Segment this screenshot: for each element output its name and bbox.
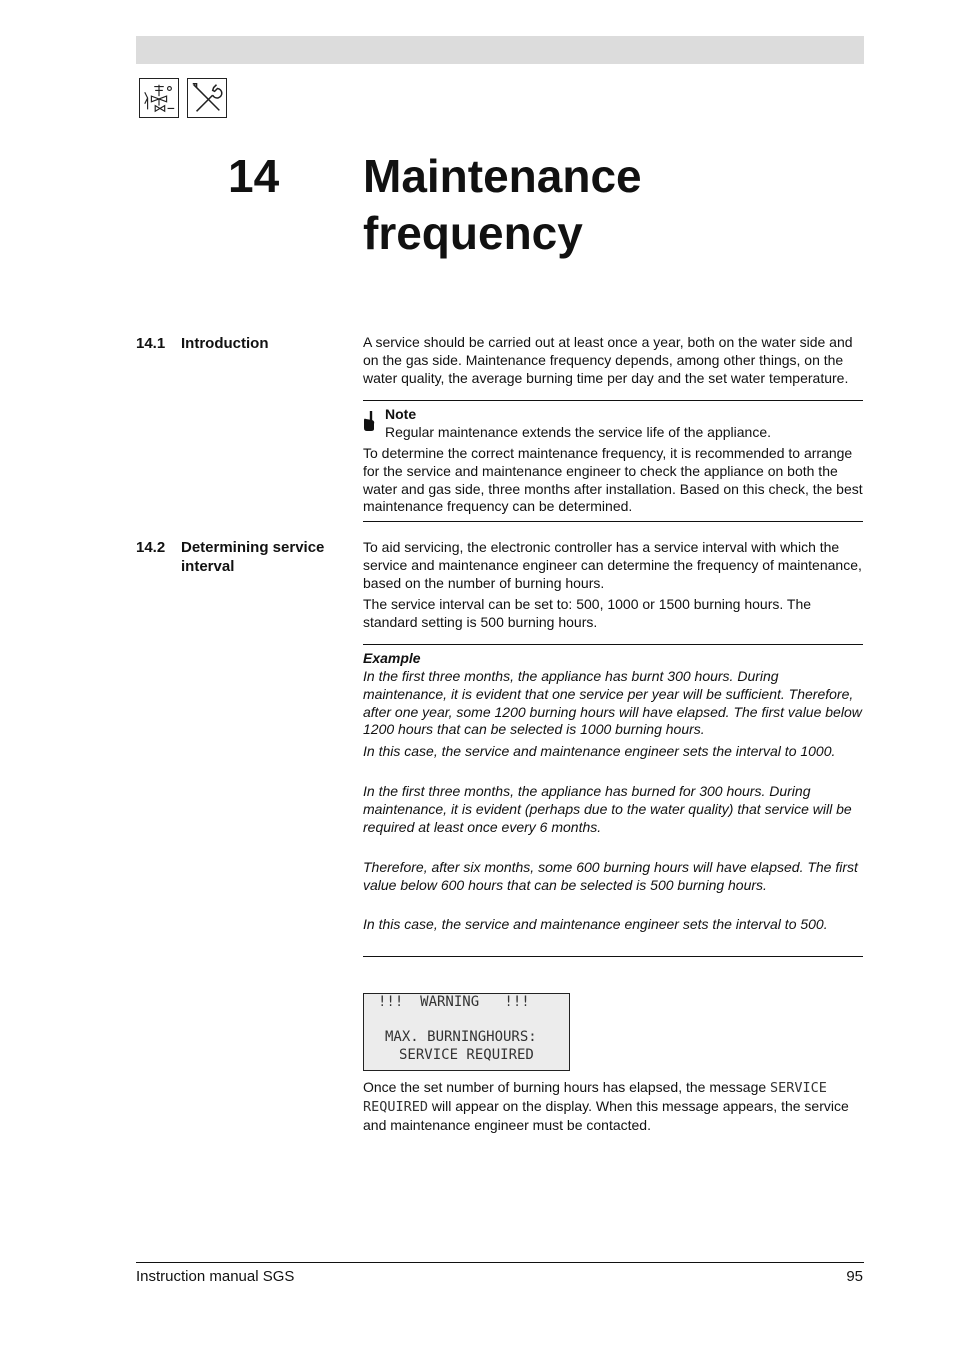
divider <box>363 644 863 645</box>
divider <box>363 956 863 957</box>
controller-display <box>363 993 570 1071</box>
service-paragraph-1: To aid servicing, the electronic controller has a service interval with which the service and maintenance engineer can determine the frequency of maintenance, based on the number of burning hours. <box>363 539 862 591</box>
divider <box>363 400 863 401</box>
section-number-14-2: 14.2 <box>136 539 166 556</box>
example-paragraph-2: In this case, the service and maintenance engineer sets the interval to 1000. <box>363 743 836 759</box>
valve-installation-icon <box>139 78 179 118</box>
example-heading: Example <box>363 650 421 666</box>
closing-paragraph <box>363 1079 863 1134</box>
chapter-number: 14 <box>228 150 280 202</box>
header-bar <box>136 36 864 64</box>
example-paragraph-3: In the first three months, the appliance has burned for 300 hours. During maintenance, it is evident (perhaps due to the water quality) that service will be required at least once every 6 months. <box>363 783 852 835</box>
chapter-title <box>363 148 843 262</box>
closing-text-after: will appear on the display. When this message appears, the service and maintenance engineer must be contacted. <box>363 1097 849 1133</box>
example-paragraph-4: Therefore, after six months, some 600 burning hours will have elapsed. The first value below 600 hours that can be selected is 500 burning hours. <box>363 859 858 893</box>
chapter-title-line2: frequency <box>363 207 583 259</box>
tools-maintenance-icon <box>187 78 227 118</box>
intro-paragraph: A service should be carried out at least once a year, both on the water side and on the gas side. Maintenance frequency depends, among other things, on the water quality, the average burning time per day and the set water temperature. <box>363 334 853 386</box>
section-title-determining-service-interval <box>181 538 351 576</box>
service-paragraph-2: The service interval can be set to: 500, 1000 or 1500 burning hours. The standard setting is 500 burning hours. <box>363 596 812 630</box>
chapter-title-line1: Maintenance <box>363 150 642 202</box>
divider <box>363 521 863 522</box>
note-heading: Note <box>385 406 417 422</box>
footer-divider <box>136 1262 864 1263</box>
section-title-line2: interval <box>181 558 235 575</box>
display-line-warning: !!! WARNING !!! <box>378 994 530 1010</box>
display-line-service-required: SERVICE REQUIRED <box>399 1047 534 1063</box>
hand-pointer-icon <box>362 410 376 432</box>
example-paragraph-5: In this case, the service and maintenance engineer sets the interval to 500. <box>363 916 828 932</box>
example-paragraph-1: In the first three months, the appliance has burnt 300 hours. During maintenance, it is evident that one service per year will be sufficient. Therefore, after one year, some 1200 burning hours will have elapsed. The first value below 1200 hours that can be selected is 1000 burning hours. <box>363 668 862 738</box>
closing-code: SERVICE REQUIRED <box>363 1080 827 1115</box>
closing-text-before: Once the set number of burning hours has elapsed, the message <box>363 1079 771 1095</box>
page-number: 95 <box>846 1268 863 1285</box>
display-line-max-hours: MAX. BURNINGHOURS: <box>385 1029 537 1045</box>
section-title-introduction: Introduction <box>181 335 269 352</box>
intro-paragraph-2: To determine the correct maintenance frequency, it is recommended to arrange for the service and maintenance engineer to check the appliance on both the water and gas side, three months after installation. Based on this check, the best maintenance frequency can be determined. <box>363 445 863 515</box>
section-title-line1: Determining service <box>181 539 325 556</box>
footer-title: Instruction manual SGS <box>136 1268 295 1285</box>
note-text: Regular maintenance extends the service life of the appliance. <box>385 424 772 440</box>
section-number-14-1: 14.1 <box>136 335 166 352</box>
